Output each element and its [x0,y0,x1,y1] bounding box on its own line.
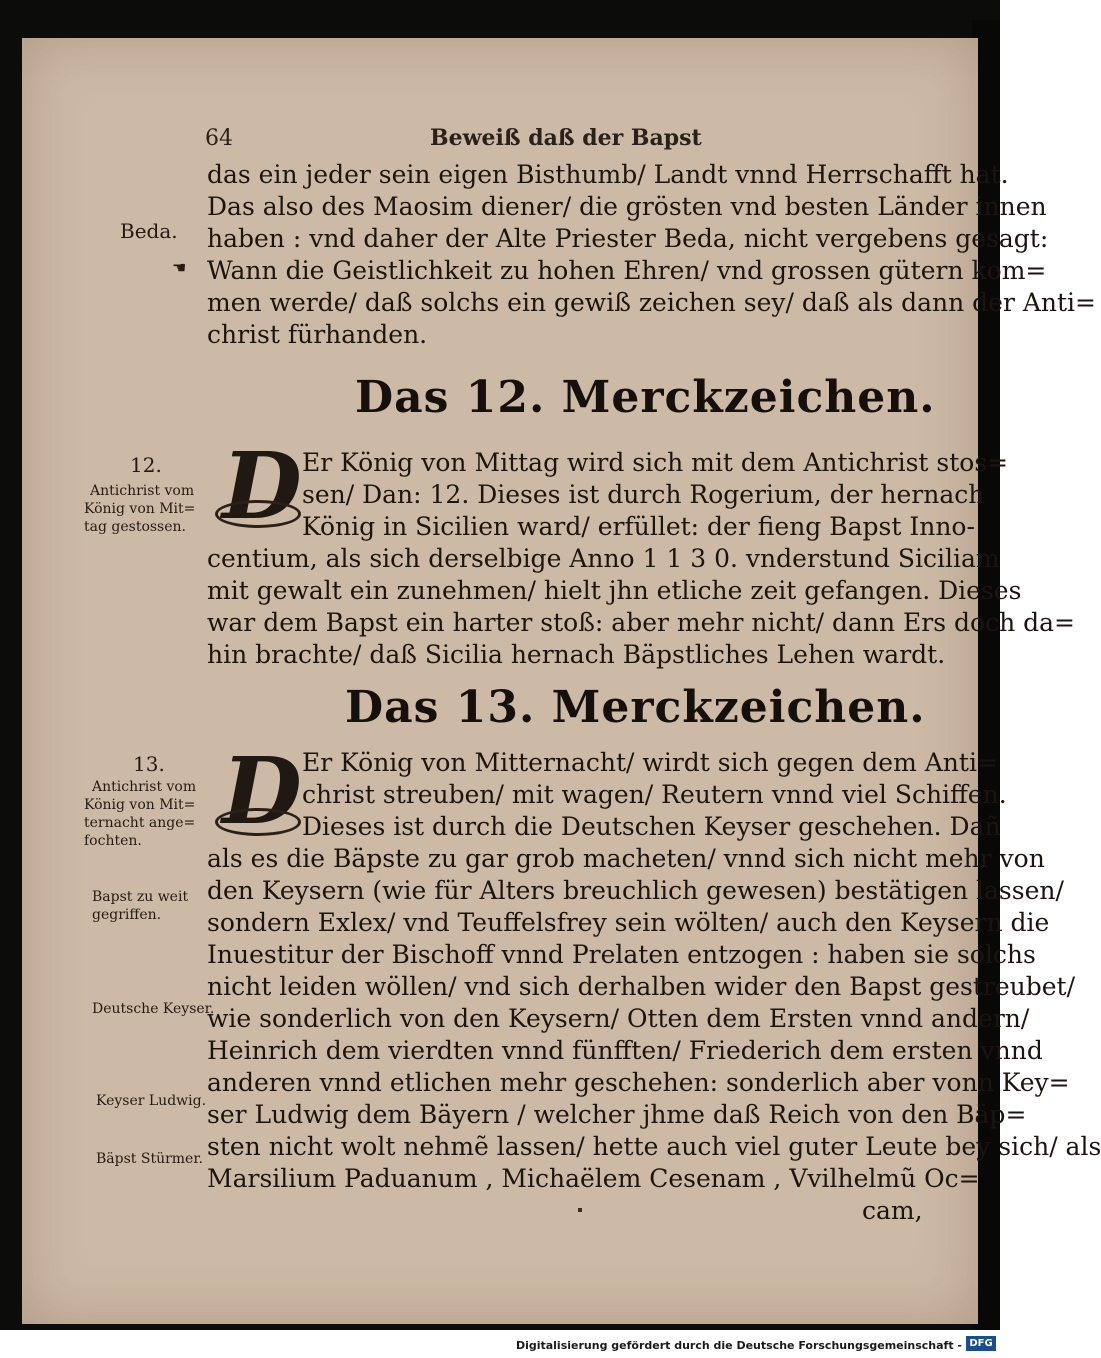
body-line: anderen vnnd etlichen mehr geschehen: sonderlich aber vonn Key= [207,1068,1070,1097]
margin-note: Antichrist vom [90,483,195,499]
ink-mark [578,1208,582,1212]
body-line: mit gewalt ein zunehmen/ hielt jhn etliche zeit gefangen. Dieses [207,576,1022,605]
body-line: sondern Exlex/ vnd Teuffelsfrey sein wölten/ auch den Keysern die [207,908,1050,937]
body-line: Marsilium Paduanum , Michaëlem Cesenam , Vvilhelmũ Oc= [207,1164,980,1193]
body-line: sten nicht wolt nehmẽ lassen/ hette auch viel guter Leute bey sich/ als [207,1132,1101,1161]
margin-note: Deutsche Keyser. [92,1001,215,1017]
body-line: Er König von Mittag wird sich mit dem Antichrist stos= [302,448,1009,477]
margin-note: tag gestossen. [84,519,186,535]
margin-note: gegriffen. [92,907,162,923]
decorated-initial-12: D [222,432,302,540]
funding-credit: Digitalisierung gefördert durch die Deutsche Forschungsgemeinschaft - [515,1339,962,1352]
body-line: sen/ Dan: 12. Dieses ist durch Rogerium, der hernach [302,480,985,509]
initial-flourish [215,500,301,528]
body-line: Wann die Geistlichkeit zu hohen Ehren/ vnd grossen gütern kom= [207,256,1047,285]
body-line: das ein jeder sein eigen Bisthumb/ Landt vnnd Herrschafft hat. [207,160,1009,189]
decorated-initial-13: D [222,737,302,845]
body-line: Er König von Mitternacht/ wirdt sich gegen dem Anti= [302,748,998,777]
body-line: wie sonderlich von den Keysern/ Otten dem Ersten vnnd andern/ [207,1004,1030,1033]
body-line: als es die Bäpste zu gar grob macheten/ vnnd sich nicht mehr von [207,844,1045,873]
margin-number-13: 13. [133,752,165,776]
body-line: christ fürhanden. [207,320,428,349]
body-line: nicht leiden wöllen/ vnd sich derhalben wider den Bapst gestreubet/ [207,972,1076,1001]
page-number: 64 [205,126,233,151]
margin-number-12: 12. [130,453,162,477]
body-line: Inuestitur der Bischoff vnnd Prelaten entzogen : haben sie solchs [207,940,1036,969]
body-line: den Keysern (wie für Alters breuchlich gewesen) bestätigen lassen/ [207,876,1064,905]
body-line: cam, [862,1196,923,1225]
dfg-logo: DFG [966,1336,996,1351]
margin-note: König von Mit= [84,797,196,813]
body-line: ser Ludwig dem Bäyern / welcher jhme daß Reich von den Bäp= [207,1100,1027,1129]
margin-note: Bäpst Stürmer. [96,1151,203,1167]
margin-note: fochten. [84,833,142,849]
margin-note: Antichrist vom [92,779,197,795]
pointing-hand-icon: ☚ [172,258,187,277]
section-heading-13: Das 13. Merckzeichen. [345,682,926,733]
body-line: Dieses ist durch die Deutschen Keyser geschehen. Dañ [302,812,1001,841]
body-line: König in Sicilien ward/ erfüllet: der fieng Bapst Inno- [302,512,975,541]
body-line: christ streuben/ mit wagen/ Reutern vnnd viel Schiffen. [302,780,1007,809]
margin-note: ternacht ange= [84,815,196,831]
body-line: Das also des Maosim diener/ die grösten vnd besten Länder innen [207,192,1047,221]
margin-note: Bapst zu weit [92,889,189,905]
margin-note-beda: Beda. [120,219,178,243]
body-line: haben : vnd daher der Alte Priester Beda, nicht vergebens gesagt: [207,224,1049,253]
initial-flourish [215,808,301,836]
margin-note: König von Mit= [84,501,196,517]
body-line: centium, als sich derselbige Anno 1 1 3 0. vnderstund Siciliam [207,544,1000,573]
body-line: hin brachte/ daß Sicilia hernach Bäpstliches Lehen wardt. [207,640,946,669]
body-line: war dem Bapst ein harter stoß: aber mehr nicht/ dann Ers doch da= [207,608,1075,637]
running-head: Beweiß daß der Bapst [430,125,702,151]
body-line: Heinrich dem vierdten vnnd fünfften/ Friederich dem ersten vnnd [207,1036,1043,1065]
margin-note: Keyser Ludwig. [96,1093,207,1109]
section-heading-12: Das 12. Merckzeichen. [355,372,936,423]
body-line: men werde/ daß solchs ein gewiß zeichen sey/ daß als dann der Anti= [207,288,1097,317]
